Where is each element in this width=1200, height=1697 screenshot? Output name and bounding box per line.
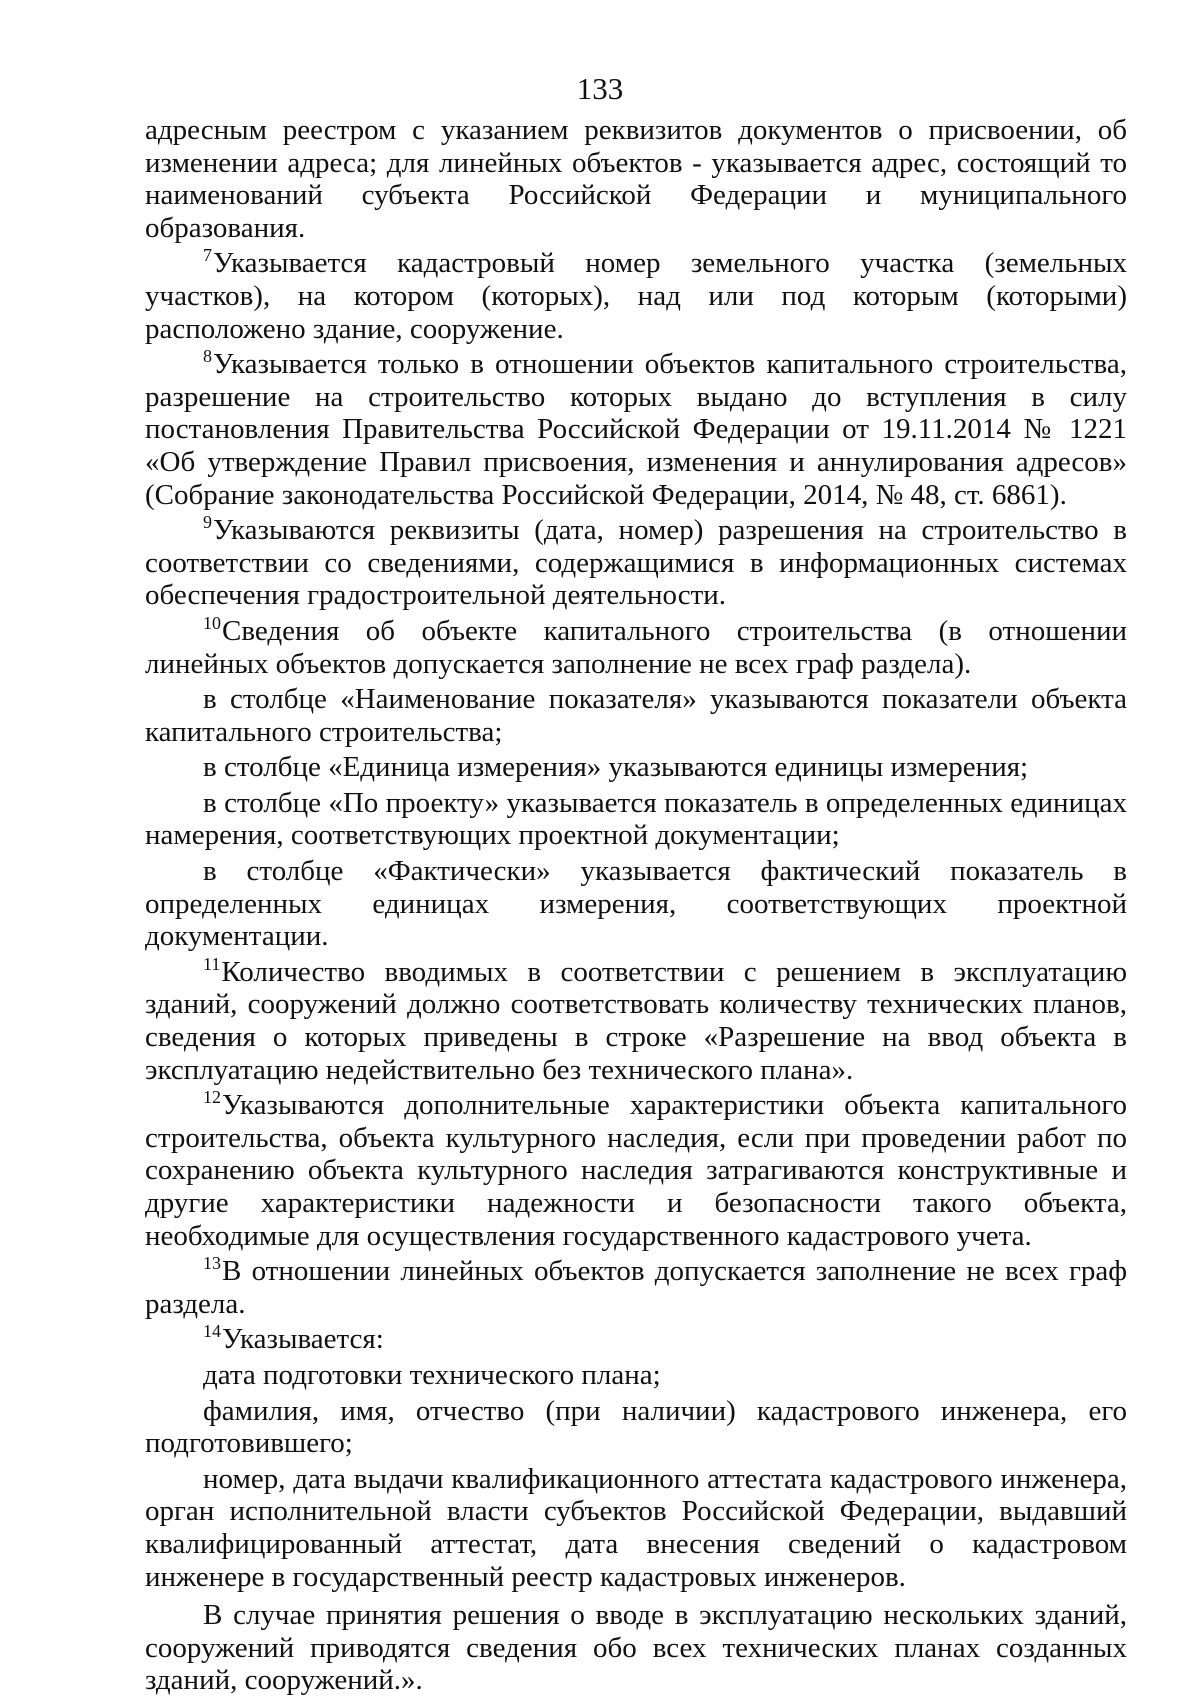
- paragraph-address-continuation: [145, 114, 1127, 244]
- footnote-text: Указывается кадастровый номер земельного участка (земельных участков), на котором (которых), над или под которым (которыми) расположено здание, сооружение.: [145, 247, 1127, 345]
- column-actual-description: [145, 855, 1127, 953]
- column-project-description: [145, 787, 1127, 852]
- footnote-mark: 11: [203, 953, 221, 974]
- footnote-text: Указываются реквизиты (дата, номер) разрешения на строительство в соответствии со сведениями, содержащимися в информационных системах обеспечения градостроительной деятельности.: [145, 514, 1127, 612]
- paragraph-text: В случае принятия решения о вводе в эксплуатацию нескольких зданий, сооружений приводятся сведения обо всех технических планах созданных зданий, сооружений.».: [145, 1599, 1127, 1697]
- footnote-text: Указывается:: [222, 1323, 384, 1356]
- paragraph-text: дата подготовки технического плана;: [203, 1358, 661, 1391]
- footnote-mark: 9: [203, 512, 212, 533]
- page-number: 133: [576, 71, 624, 106]
- footnote-text: Количество вводимых в соответствии с решением в эксплуатацию зданий, сооружений должно соответствовать количеству технических планов, сведения о которых приведены в строке «Разрешение на ввод объекта в эксплуатацию недействительно без технического плана».: [145, 955, 1127, 1086]
- footnote-11: [145, 953, 1127, 1086]
- footnote-mark: 8: [203, 346, 212, 367]
- footnote-8: [145, 348, 1127, 511]
- plan-date-item: [145, 1359, 1127, 1392]
- paragraph-text: в столбце «Наименование показателя» указываются показатели объекта капитального строительства;: [145, 683, 1127, 748]
- footnote-9: [145, 514, 1127, 612]
- footnote-mark: 14: [203, 1321, 221, 1342]
- footnote-7: [145, 247, 1127, 345]
- certificate-item: [145, 1463, 1127, 1593]
- footnote-mark: 7: [203, 245, 212, 266]
- column-name-description: [145, 683, 1127, 748]
- paragraph-text: номер, дата выдачи квалификационного аттестата кадастрового инженера, орган исполнительной власти субъектов Российской Федерации, выдавший квалифицированный аттестат, дата внесения сведений о кадастровом инженере в государственный реестр кадастровых инженеров.: [145, 1462, 1127, 1593]
- footnote-10: [145, 612, 1127, 680]
- footnote-text: Указывается только в отношении объектов капитального строительства, разрешение на строительство которых выдано до вступления в силу постановления Правительства Российской Федерации от 19.11.2014 № 1221 «Об утверждение Правил присвоения, изменения и аннулирования адресов» (Собрание законодательства Российской Федерации, 2014, № 48, ст. 6861).: [145, 348, 1127, 511]
- footnote-mark: 12: [203, 1087, 221, 1108]
- paragraph-text: в столбце «По проекту» указывается показатель в определенных единицах намерения, соответствующих проектной документации;: [145, 786, 1127, 852]
- footnote-14: [145, 1323, 1127, 1356]
- paragraph-text: в столбце «Единица измерения» указываются единицы измерения;: [203, 751, 1029, 784]
- footnote-text: В отношении линейных объектов допускается заполнение не всех граф раздела.: [145, 1255, 1127, 1320]
- engineer-name-item: [145, 1395, 1127, 1460]
- footnote-text: Указываются дополнительные характеристики объекта капитального строительства, объекта культурного наследия, если при проведении работ по сохранению объекта культурного наследия затрагиваются конструктивные и другие характеристики надежности и безопасности такого объекта, необходимые для осуществления государственного кадастрового учета.: [145, 1089, 1127, 1252]
- paragraph-text: фамилия, имя, отчество (при наличии) кадастрового инженера, его подготовившего;: [145, 1394, 1127, 1460]
- closing-paragraph: [145, 1599, 1127, 1697]
- footnote-12: [145, 1089, 1127, 1252]
- footnote-13: [145, 1255, 1127, 1320]
- document-body: [145, 114, 1127, 1697]
- paragraph-text: адресным реестром с указанием реквизитов документов о присвоении, об изменении адреса; для линейных объектов - указывается адрес, состоящий то наименований субъекта Российской Федерации и муниципального образования.: [145, 114, 1127, 244]
- column-unit-description: [145, 751, 1127, 784]
- footnote-mark: 13: [203, 1253, 221, 1274]
- paragraph-text: в столбце «Фактически» указывается фактический показатель в определенных единицах измерения, соответствующих проектной документации.: [145, 855, 1127, 953]
- footnote-text: Сведения об объекте капитального строительства (в отношении линейных объектов допускается заполнение не всех граф раздела).: [145, 614, 1127, 680]
- footnote-mark: 10: [203, 612, 221, 633]
